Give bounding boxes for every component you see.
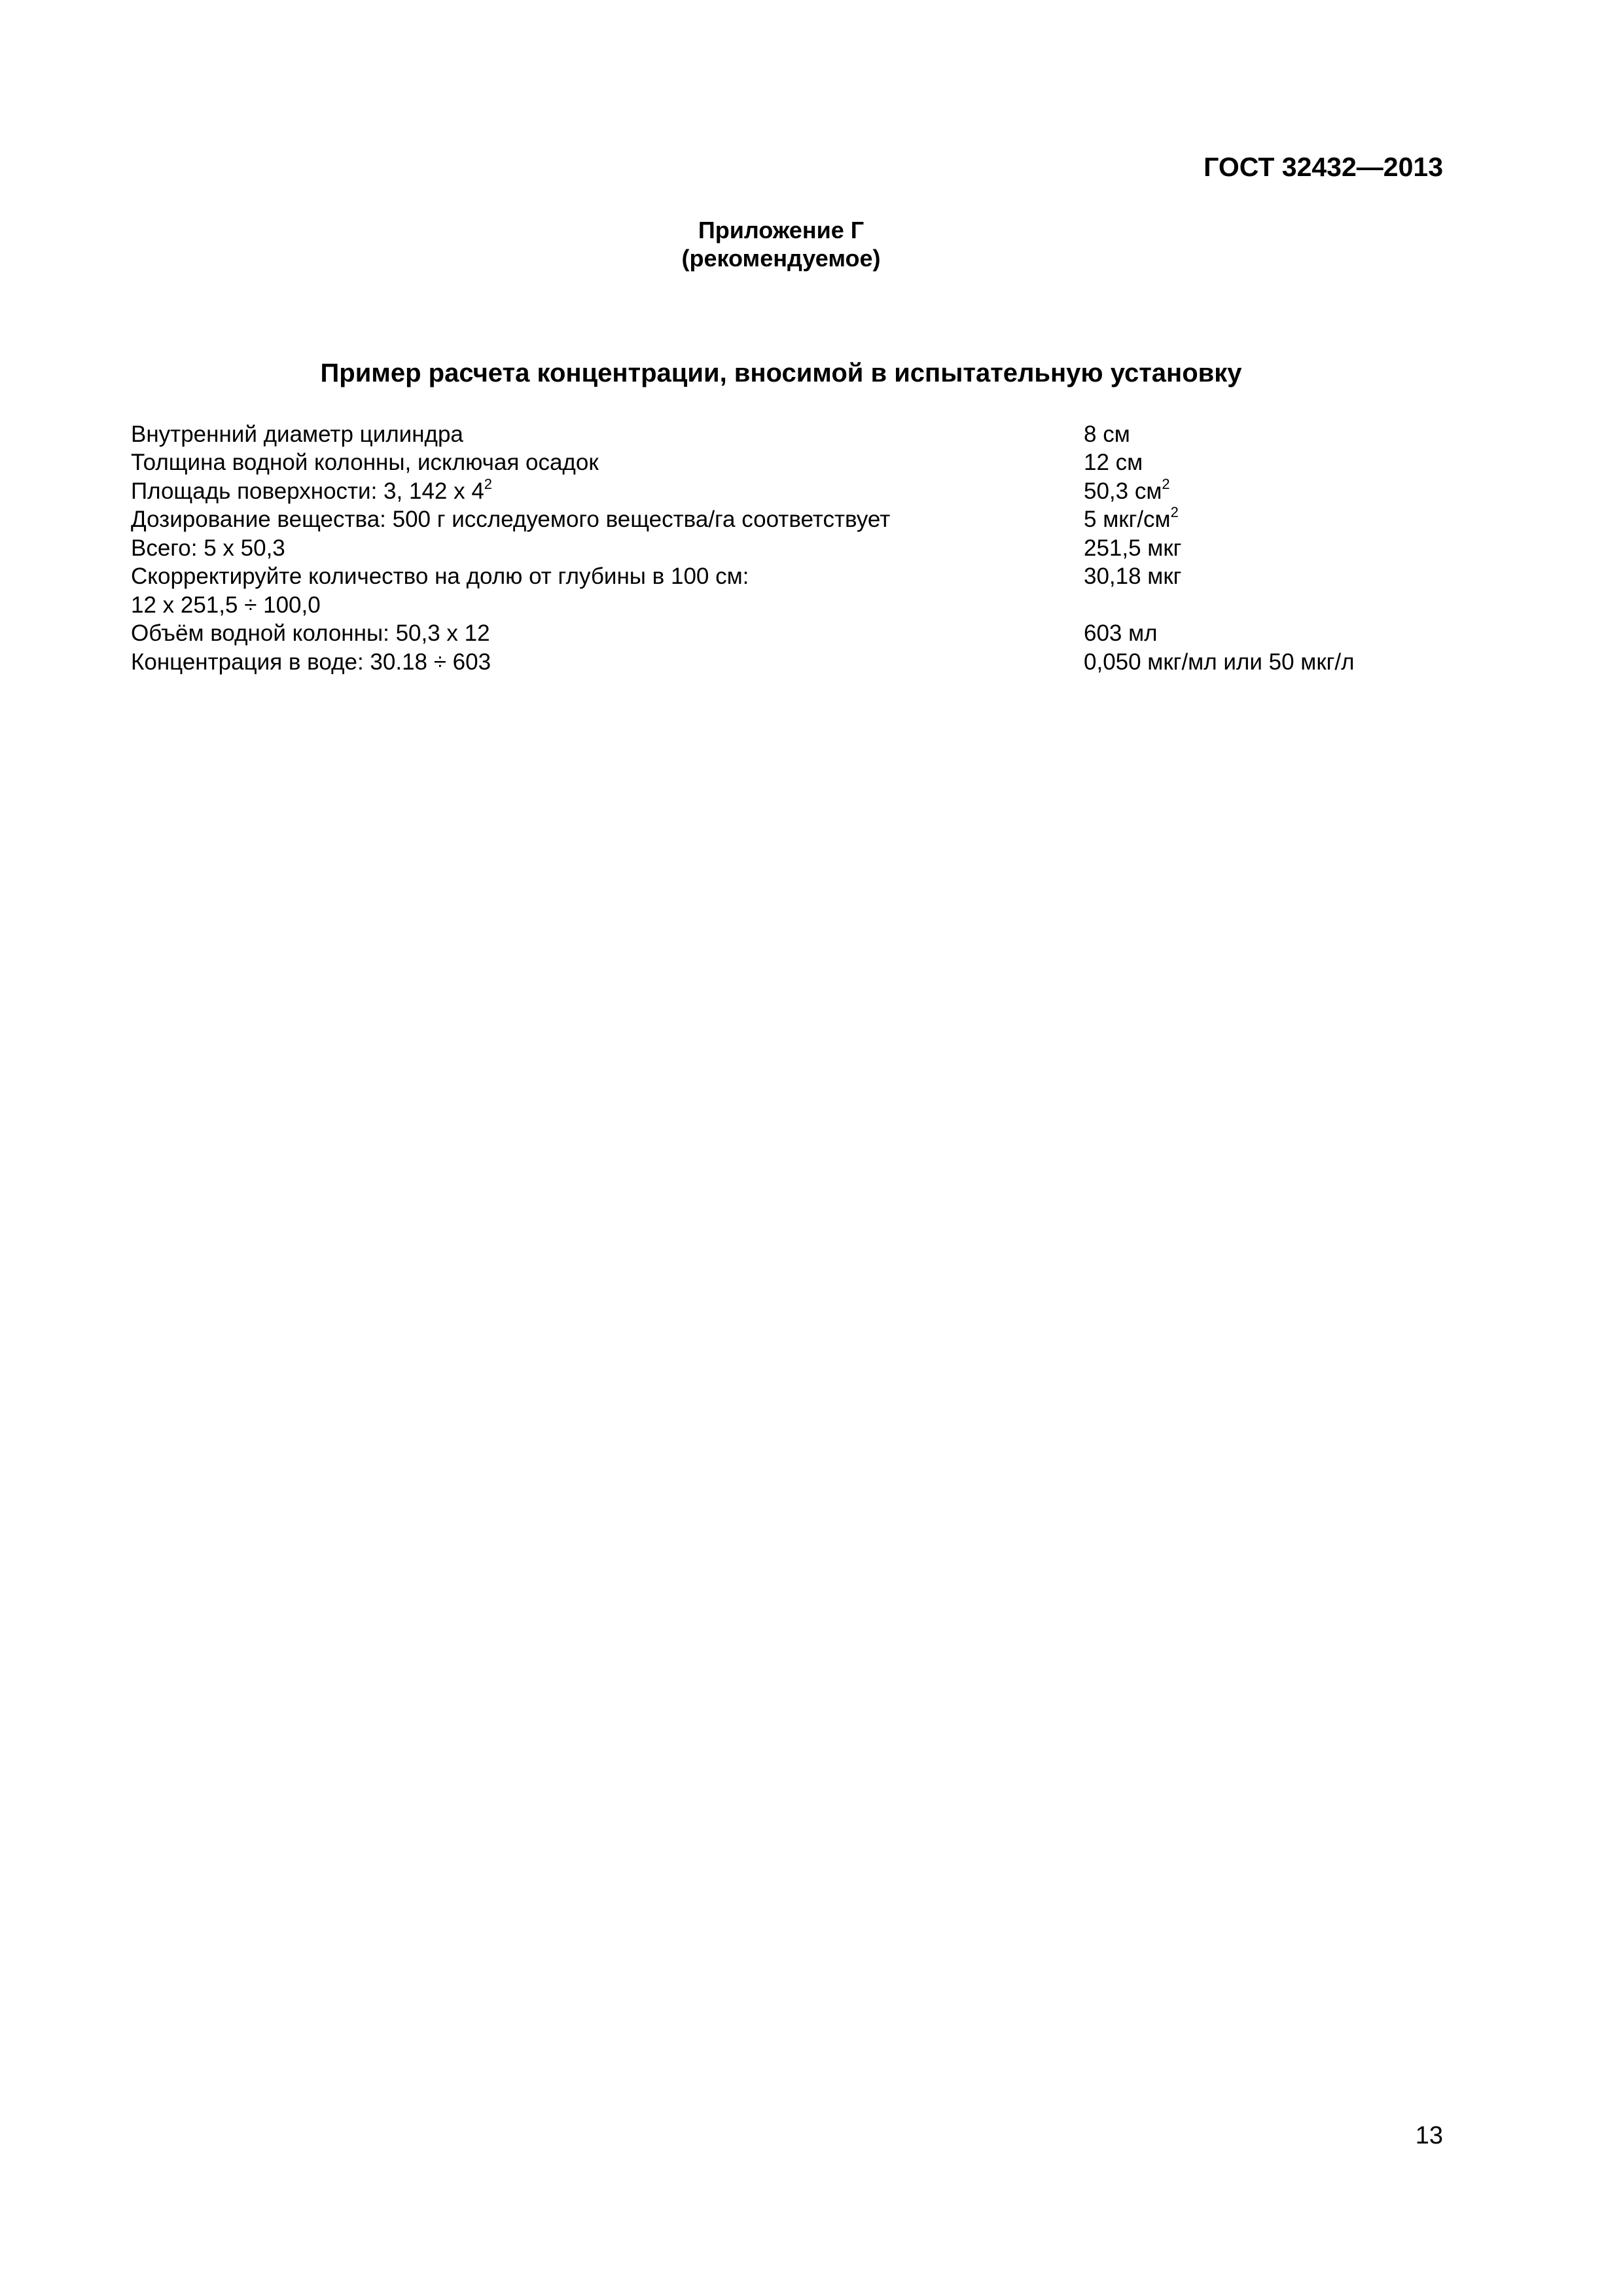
calc-label-text: Площадь поверхности: 3, 142 x 4 xyxy=(131,478,484,504)
calc-value xyxy=(1084,620,1158,647)
calc-row xyxy=(131,419,1355,448)
calc-row xyxy=(131,590,1355,619)
calc-label xyxy=(131,564,1084,590)
calc-label-text: Всего: 5 x 50,3 xyxy=(131,535,285,561)
annex-title: Приложение Г xyxy=(698,217,865,243)
page-number: 13 xyxy=(1415,2122,1443,2149)
calc-label xyxy=(131,507,1084,533)
calc-value-text: 8 см xyxy=(1084,421,1130,447)
calc-row xyxy=(131,647,1355,675)
calc-value-text: 0,050 мкг/мл или 50 мкг/л xyxy=(1084,649,1355,675)
calc-value xyxy=(1084,535,1181,562)
calc-value xyxy=(1084,504,1179,533)
calc-row xyxy=(131,619,1355,647)
calc-value-exponent: 2 xyxy=(1162,475,1170,492)
section-title: Пример расчета концентрации, вносимой в испытательную установку xyxy=(320,359,1242,387)
calc-label-text: Дозирование вещества: 500 г исследуемого вещества/га соответствует xyxy=(131,507,891,532)
calc-value xyxy=(1084,475,1170,505)
calc-value-text: 12 см xyxy=(1084,450,1143,475)
calc-label-text: Толщина водной колонны, исключая осадок xyxy=(131,450,599,475)
calc-label xyxy=(131,422,1084,448)
calc-label xyxy=(131,620,1084,647)
calc-label-text: Внутренний диаметр цилиндра xyxy=(131,421,463,447)
calc-row xyxy=(131,533,1355,562)
calc-value-text: 30,18 мкг xyxy=(1084,564,1182,589)
calc-label-text: Объём водной колонны: 50,3 x 12 xyxy=(131,620,490,646)
calc-row xyxy=(131,505,1355,533)
calc-value-text: 5 мкг/см xyxy=(1084,507,1171,532)
annex-heading xyxy=(0,216,1562,272)
calc-label-text: 12 x 251,5 ÷ 100,0 xyxy=(131,592,321,618)
calc-row xyxy=(131,448,1355,476)
calc-label xyxy=(131,475,1084,505)
calc-label-exponent: 2 xyxy=(484,475,493,492)
calc-value-text: 50,3 см xyxy=(1084,478,1162,504)
calc-value xyxy=(1084,649,1355,675)
calc-label-text: Скорректируйте количество на долю от глубины в 100 см: xyxy=(131,564,749,589)
calc-label xyxy=(131,535,1084,562)
calc-value xyxy=(1084,450,1143,476)
calculation-table xyxy=(131,419,1355,675)
calc-value xyxy=(1084,422,1130,448)
annex-status: (рекомендуемое) xyxy=(681,245,881,272)
calc-label xyxy=(131,450,1084,476)
calc-row xyxy=(131,476,1355,505)
calc-row xyxy=(131,562,1355,590)
document-id: ГОСТ 32432—2013 xyxy=(1204,152,1443,182)
calc-value xyxy=(1084,564,1181,590)
calc-value-text: 603 мл xyxy=(1084,620,1158,646)
calc-label-text: Концентрация в воде: 30.18 ÷ 603 xyxy=(131,649,491,675)
calc-label xyxy=(131,649,1084,675)
calc-label xyxy=(131,592,1084,619)
calc-value-text: 251,5 мкг xyxy=(1084,535,1182,561)
calc-value-exponent: 2 xyxy=(1170,504,1179,520)
